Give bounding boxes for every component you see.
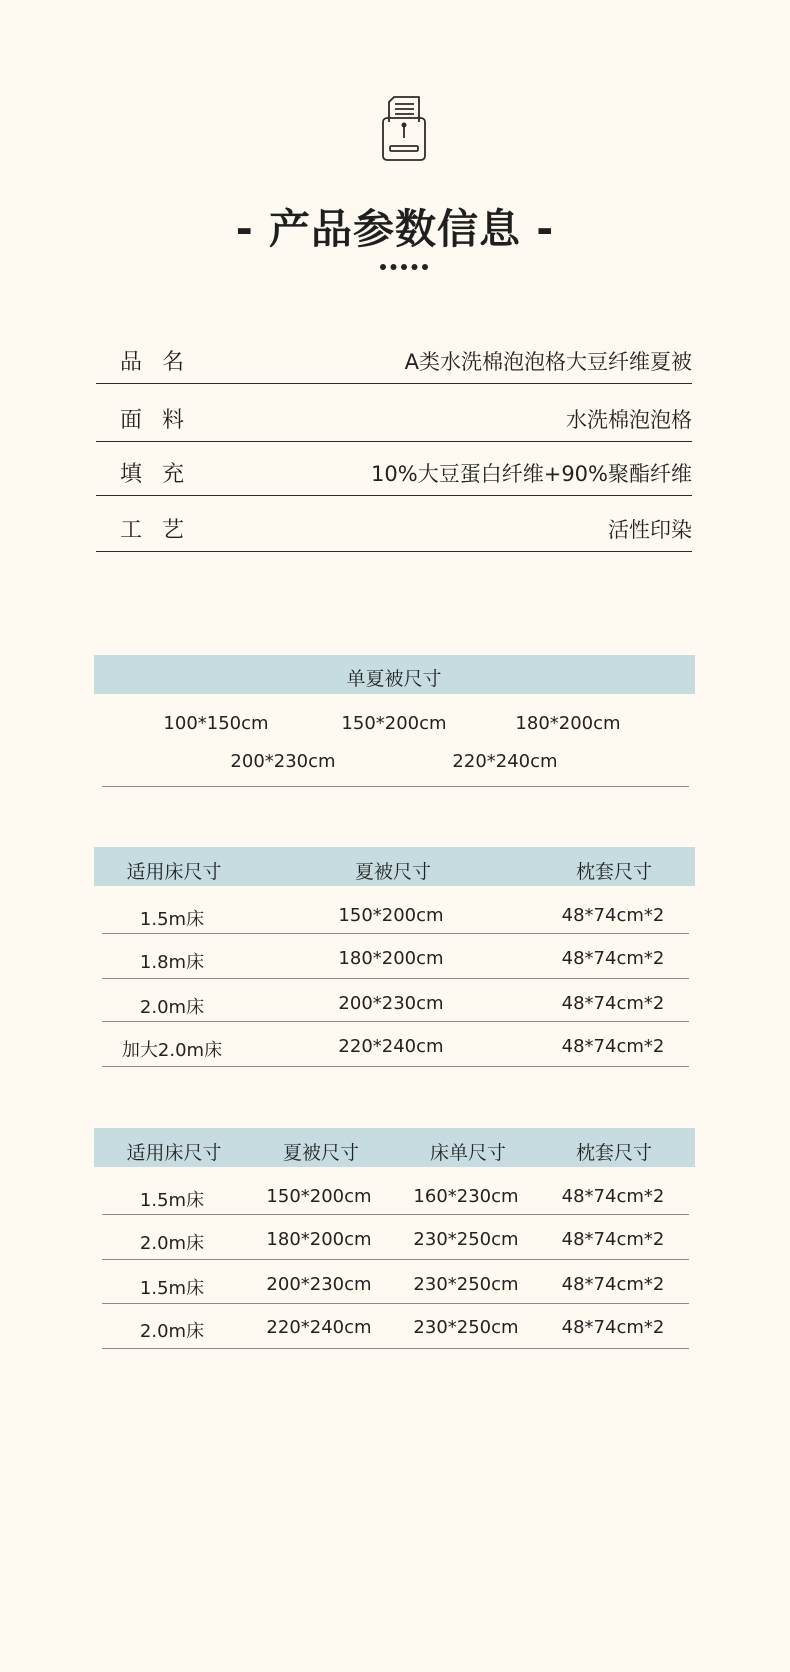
table-cell: 1.5m床 xyxy=(139,1190,205,1211)
param-value: 活性印染 xyxy=(608,518,692,542)
table-cell: 48*74cm*2 xyxy=(561,948,665,969)
param-label: 工艺 xyxy=(120,518,205,543)
table-cell: 1.5m床 xyxy=(139,909,205,930)
table-cell: 48*74cm*2 xyxy=(561,1229,665,1250)
divider-line xyxy=(102,933,689,934)
table-cell: 48*74cm*2 xyxy=(561,1317,665,1338)
col-header-pillow: 枕套尺寸 xyxy=(575,861,653,883)
table-cell: 220*240cm xyxy=(338,1036,444,1057)
size-item: 150*200cm xyxy=(341,713,447,734)
col-header-sheet: 床单尺寸 xyxy=(429,1142,507,1164)
divider-line xyxy=(102,1021,689,1022)
table-cell: 48*74cm*2 xyxy=(561,905,665,926)
single-quilt-title: 单夏被尺寸 xyxy=(346,668,442,690)
table-cell: 1.8m床 xyxy=(139,952,205,973)
document-tray-icon xyxy=(381,96,427,162)
divider-line xyxy=(102,978,689,979)
size-item: 220*240cm xyxy=(452,751,558,772)
param-row-fabric xyxy=(96,402,692,442)
param-label: 填充 xyxy=(120,462,205,487)
divider-line xyxy=(102,1214,689,1215)
page-title: - 产品参数信息 - xyxy=(235,205,555,253)
table-cell: 230*250cm xyxy=(413,1229,519,1250)
divider-line xyxy=(102,1066,689,1067)
size-item: 100*150cm xyxy=(163,713,269,734)
col-header-bed: 适用床尺寸 xyxy=(126,861,222,883)
param-row-name xyxy=(96,344,692,384)
param-value: A类水洗棉泡泡格大豆纤维夏被 xyxy=(404,350,692,374)
table-cell: 180*200cm xyxy=(338,948,444,969)
table-cell: 2.0m床 xyxy=(139,997,205,1018)
param-row-craft xyxy=(96,512,692,552)
divider-line xyxy=(102,786,689,787)
table-cell: 48*74cm*2 xyxy=(561,1036,665,1057)
table-cell: 48*74cm*2 xyxy=(561,1186,665,1207)
size-item: 180*200cm xyxy=(515,713,621,734)
table-cell: 48*74cm*2 xyxy=(561,993,665,1014)
table-cell: 150*200cm xyxy=(338,905,444,926)
title-dots-divider xyxy=(379,263,429,271)
divider-line xyxy=(102,1303,689,1304)
param-label: 面料 xyxy=(120,408,205,433)
param-label: 品名 xyxy=(120,350,205,375)
table-cell: 200*230cm xyxy=(266,1274,372,1295)
table-cell: 160*230cm xyxy=(413,1186,519,1207)
table-cell: 230*250cm xyxy=(413,1274,519,1295)
table-cell: 加大2.0m床 xyxy=(121,1040,223,1061)
col-header-quilt: 夏被尺寸 xyxy=(354,861,432,883)
col-header-bed: 适用床尺寸 xyxy=(126,1142,222,1164)
table-cell: 1.5m床 xyxy=(139,1278,205,1299)
table-cell: 150*200cm xyxy=(266,1186,372,1207)
table-cell: 2.0m床 xyxy=(139,1321,205,1342)
divider-line xyxy=(102,1348,689,1349)
divider-line xyxy=(102,1259,689,1260)
table-cell: 2.0m床 xyxy=(139,1233,205,1254)
col-header-quilt: 夏被尺寸 xyxy=(282,1142,360,1164)
table-cell: 48*74cm*2 xyxy=(561,1274,665,1295)
param-value: 水洗棉泡泡格 xyxy=(566,408,692,432)
table-cell: 200*230cm xyxy=(338,993,444,1014)
col-header-pillow: 枕套尺寸 xyxy=(575,1142,653,1164)
table-cell: 220*240cm xyxy=(266,1317,372,1338)
single-quilt-header xyxy=(94,655,695,694)
table-cell: 180*200cm xyxy=(266,1229,372,1250)
table-cell: 230*250cm xyxy=(413,1317,519,1338)
param-row-filling xyxy=(96,456,692,496)
size-item: 200*230cm xyxy=(230,751,336,772)
param-value: 10%大豆蛋白纤维+90%聚酯纤维 xyxy=(371,462,692,486)
